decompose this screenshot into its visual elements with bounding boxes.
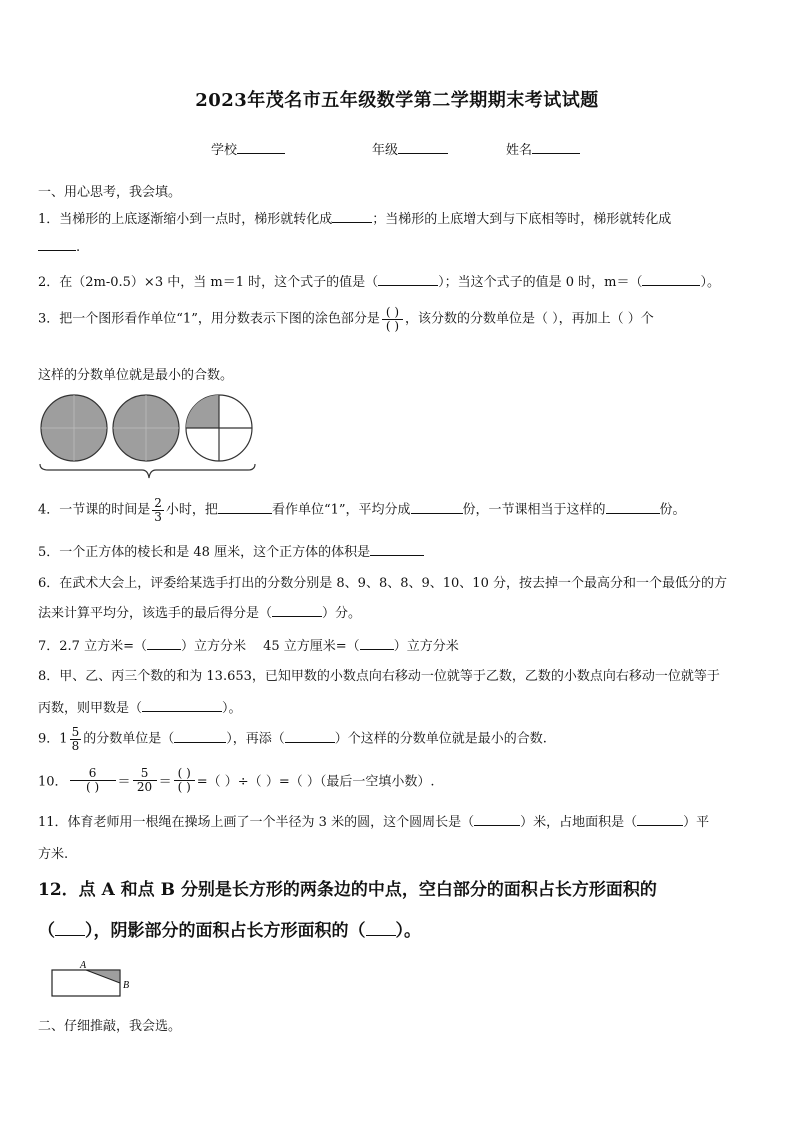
question-2 bbox=[38, 271, 720, 290]
question-3 bbox=[38, 306, 654, 332]
q11-text-c: ）平 bbox=[683, 815, 710, 830]
question-1 bbox=[38, 208, 671, 227]
question-7 bbox=[38, 635, 459, 654]
q11-blank-1[interactable] bbox=[474, 813, 520, 826]
q7-text-a: 7．2.7 立方米=（ bbox=[38, 639, 147, 654]
full-shaded-circle-2 bbox=[113, 395, 179, 461]
q4-fraction: $\frac{2}{3}$ bbox=[154, 496, 162, 524]
q10-equals-1: ＝ bbox=[117, 774, 131, 790]
q1-text-b: ；当梯形的上底增大到与下底相等时，梯形就转化成 bbox=[372, 212, 672, 227]
question-8-cont bbox=[38, 697, 242, 716]
q12-blank-2[interactable] bbox=[366, 923, 396, 936]
name-blank[interactable] bbox=[532, 141, 580, 154]
q9-text-a: 9． bbox=[38, 731, 60, 747]
q4-blank-1[interactable] bbox=[218, 501, 272, 514]
q9-blank-1[interactable] bbox=[174, 730, 226, 743]
grade-label: 年级 bbox=[372, 143, 399, 158]
q11-text-b: ）米，占地面积是（ bbox=[520, 815, 638, 830]
q6-text-c: ）分。 bbox=[322, 606, 362, 621]
q7-blank-2[interactable] bbox=[360, 637, 394, 650]
q4-text-e: 份。 bbox=[659, 502, 686, 518]
question-1-cont bbox=[38, 238, 80, 255]
q12-text-d: ）。 bbox=[395, 921, 421, 941]
q4-text-d: 份，一节课相当于这样的 bbox=[462, 502, 606, 518]
q1-blank-2[interactable] bbox=[38, 238, 76, 251]
name-label: 姓名 bbox=[506, 143, 533, 158]
q7-blank-1[interactable] bbox=[147, 637, 181, 650]
q3-fraction-blank[interactable]: $\frac{( )}{( )}$ bbox=[382, 306, 403, 332]
question-11-cont: 方米. bbox=[38, 847, 69, 862]
q12-text-c: ），阴影部分的面积占长方形面积的（ bbox=[85, 921, 366, 941]
page-title: 2023年茂名市五年级数学第二学期期末考试试题 bbox=[195, 90, 599, 111]
q10-fraction-3[interactable]: $\frac{( )}{( )}$ bbox=[174, 767, 195, 793]
question-6: 6．在武术大会上，评委给某选手打出的分数分别是 8、9、8、8、9、10、10 分，按去掉一个最高分和一个最低分的方 bbox=[38, 576, 727, 591]
question-5 bbox=[38, 541, 424, 560]
question-10 bbox=[38, 767, 434, 793]
q11-blank-2[interactable] bbox=[637, 813, 683, 826]
q12-blank-1[interactable] bbox=[55, 923, 85, 936]
q2-text-c: ）。 bbox=[700, 275, 720, 290]
q4-text-c: 看作单位“1”，平均分成 bbox=[271, 502, 411, 518]
point-b-label: B bbox=[123, 980, 130, 991]
point-a-label: A bbox=[80, 960, 87, 971]
q2-blank-2[interactable] bbox=[642, 273, 700, 286]
q6-blank[interactable] bbox=[272, 604, 322, 617]
q2-text-a: 2．在（2m-0.5）×3 中，当 m＝1 时，这个式子的值是（ bbox=[38, 275, 379, 290]
q4-blank-2[interactable] bbox=[411, 501, 463, 514]
full-shaded-circle-1 bbox=[41, 395, 107, 461]
q7-text-b: ）立方分米 45 立方厘米=（ bbox=[180, 639, 360, 654]
question-11 bbox=[38, 811, 709, 830]
grouping-brace bbox=[40, 464, 255, 478]
q3-text-b: ，该分数的分数单位是（ ），再加上（ ）个 bbox=[405, 311, 654, 327]
q10-equals-2: ＝ bbox=[158, 774, 172, 790]
q6-text-b: 法来计算平均分，该选手的最后得分是（ bbox=[38, 606, 273, 621]
name-field bbox=[506, 139, 580, 158]
grade-blank[interactable] bbox=[398, 141, 448, 154]
q4-blank-3[interactable] bbox=[606, 501, 660, 514]
q8-text-b: 丙数，则甲数是（ bbox=[38, 701, 143, 716]
q4-text-b: 小时，把 bbox=[165, 502, 218, 518]
q9-fraction: $\frac{5}{8}$ bbox=[71, 725, 80, 753]
school-blank[interactable] bbox=[237, 141, 285, 154]
q12-rectangle-figure bbox=[48, 956, 148, 998]
question-12: 12．点 A 和点 B 分别是长方形的两条边的中点，空白部分的面积占长方形面积的 bbox=[38, 880, 657, 900]
q2-blank-1[interactable] bbox=[378, 273, 438, 286]
q10-text-a: 10． bbox=[38, 774, 68, 790]
q9-mixed-whole: 1 bbox=[59, 731, 68, 747]
question-8: 8．甲、乙、丙三个数的和为 13.653，已知甲数的小数点向右移动一位就等于乙数，乙数的小数点向右移动一位就等于 bbox=[38, 669, 720, 684]
school-field bbox=[211, 139, 285, 158]
q12-text-b: （ bbox=[38, 921, 55, 941]
question-9 bbox=[38, 726, 547, 752]
q8-text-c: ）。 bbox=[222, 701, 242, 716]
q1-text-a: 1．当梯形的上底逐渐缩小到一点时，梯形就转化成 bbox=[38, 212, 333, 227]
q9-text-c: ），再添（ bbox=[226, 731, 285, 747]
school-label: 学校 bbox=[211, 143, 238, 158]
question-6-cont bbox=[38, 602, 361, 621]
q3-circles-figure bbox=[38, 392, 260, 484]
q10-fraction-1[interactable]: $\frac{6}{( )}$ bbox=[70, 767, 116, 793]
q4-text-a: 4．一节课的时间是 bbox=[38, 502, 151, 518]
quarter-shaded-circle bbox=[186, 395, 252, 461]
q9-text-b: 的分数单位是（ bbox=[83, 731, 175, 747]
q9-blank-2[interactable] bbox=[285, 730, 335, 743]
q1-blank-1[interactable] bbox=[332, 210, 372, 223]
q5-blank[interactable] bbox=[370, 543, 424, 556]
q10-fraction-2: $\frac{5}{20}$ bbox=[133, 767, 157, 793]
question-3-cont: 这样的分数单位就是最小的合数。 bbox=[38, 368, 234, 383]
q1-text-end: . bbox=[76, 240, 81, 255]
question-4 bbox=[38, 497, 686, 523]
q11-text-a: 11．体育老师用一根绳在操场上画了一个半径为 3 米的圆，这个圆周长是（ bbox=[38, 815, 475, 830]
q5-text-a: 5．一个正方体的棱长和是 48 厘米，这个正方体的体积是 bbox=[38, 545, 371, 560]
section-2-heading: 二、仔细推敲，我会选。 bbox=[38, 1019, 182, 1034]
q3-text-a: 3．把一个图形看作单位“1”，用分数表示下图的涂色部分是 bbox=[38, 311, 380, 327]
q9-text-d: ）个这样的分数单位就是最小的合数. bbox=[334, 731, 547, 747]
question-12-cont bbox=[38, 916, 421, 941]
section-1-heading: 一、用心思考，我会填。 bbox=[38, 185, 182, 200]
q10-text-b: =（ ）÷（ ）=（ ）（最后一空填小数）. bbox=[196, 774, 435, 790]
grade-field bbox=[372, 139, 448, 158]
q7-text-c: ）立方分米 bbox=[393, 639, 459, 654]
q2-text-b: ）；当这个式子的值是 0 时，m＝（ bbox=[438, 275, 643, 290]
q8-blank[interactable] bbox=[142, 699, 222, 712]
